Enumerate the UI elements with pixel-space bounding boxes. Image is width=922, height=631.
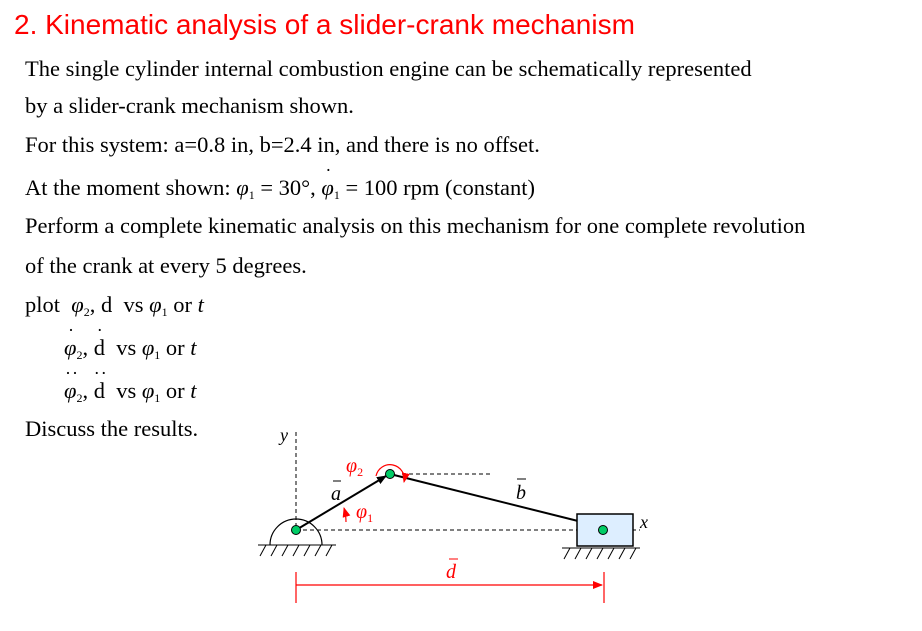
slider-joint [599, 526, 608, 535]
phi1-symbol: $\varphi_1$ [236, 175, 255, 202]
page-title: 2. Kinematic analysis of a slider-crank mechanism [14, 9, 635, 40]
connecting-rod-b [390, 474, 598, 526]
vector-d-label: d [446, 561, 456, 583]
phi1-dot-symbol: · $\varphi_1$ [321, 160, 340, 202]
ground-hatch-left [260, 545, 332, 556]
crank-pin-joint [386, 470, 395, 479]
x-axis-label: x [640, 512, 648, 532]
d-dot-label: · d [93, 320, 105, 360]
t-label: t [197, 292, 204, 317]
intro-line-3: For this system: a=0.8 in, b=2.4 in, and there is no offset. [25, 132, 540, 157]
or-label: or [173, 292, 192, 317]
or-label: or [165, 378, 185, 403]
phi2-ddot-symbol: ·· $\varphi_2$ [64, 363, 83, 405]
task-line-2: of the crank at every 5 degrees. [25, 253, 307, 278]
plot-word: plot [25, 292, 61, 317]
phi2-symbol: $\varphi_2$ [71, 292, 90, 319]
vector-a-label: a [331, 483, 341, 505]
phi2-dot-symbol: · $\varphi_2$ [64, 320, 83, 362]
phi1-dot-value: = 100 rpm (constant) [345, 175, 535, 200]
t-label: t [190, 335, 197, 360]
phi1-symbol: $\varphi_1$ [149, 292, 168, 319]
phi1-symbol: $\varphi_1$ [141, 335, 161, 362]
ground-joint [292, 526, 301, 535]
phi1-symbol: $\varphi_1$ [141, 378, 161, 405]
intro-line-1: The single cylinder internal combustion engine can be schematically represented [25, 56, 752, 81]
plot-line-3: ·· $\varphi_2$, ·· d vs $\varphi_1$ or t [64, 363, 197, 405]
d-ddot-label: ·· d [93, 363, 108, 403]
plot-line-2: · $\varphi_2$, · d vs $\varphi_1$ or t [64, 320, 197, 362]
phi2-label: $\varphi_2$ [346, 455, 364, 479]
or-label: or [165, 335, 185, 360]
plot-line-1: plot $\varphi_2$, d vs $\varphi_1$ or t [25, 292, 204, 319]
phi1-angle-arc [344, 508, 346, 522]
vs-label: vs [123, 292, 144, 317]
vs-label: vs [116, 378, 137, 403]
phi1-label: $\varphi_1$ [356, 501, 374, 525]
y-axis-label: y [280, 425, 288, 445]
discuss-line: Discuss the results. [25, 416, 199, 441]
moment-prefix: At the moment shown: [25, 175, 231, 200]
vs-label: vs [116, 335, 137, 360]
t-label: t [190, 378, 197, 403]
d-label: d [100, 292, 113, 317]
ground-hatch-right [564, 548, 636, 559]
phi1-value: = 30°, [260, 175, 316, 200]
vector-b-label: b [516, 482, 526, 504]
intro-line-2: by a slider-crank mechanism shown. [25, 93, 354, 118]
task-line-1: Perform a complete kinematic analysis on this mechanism for one complete revolution [25, 213, 806, 238]
